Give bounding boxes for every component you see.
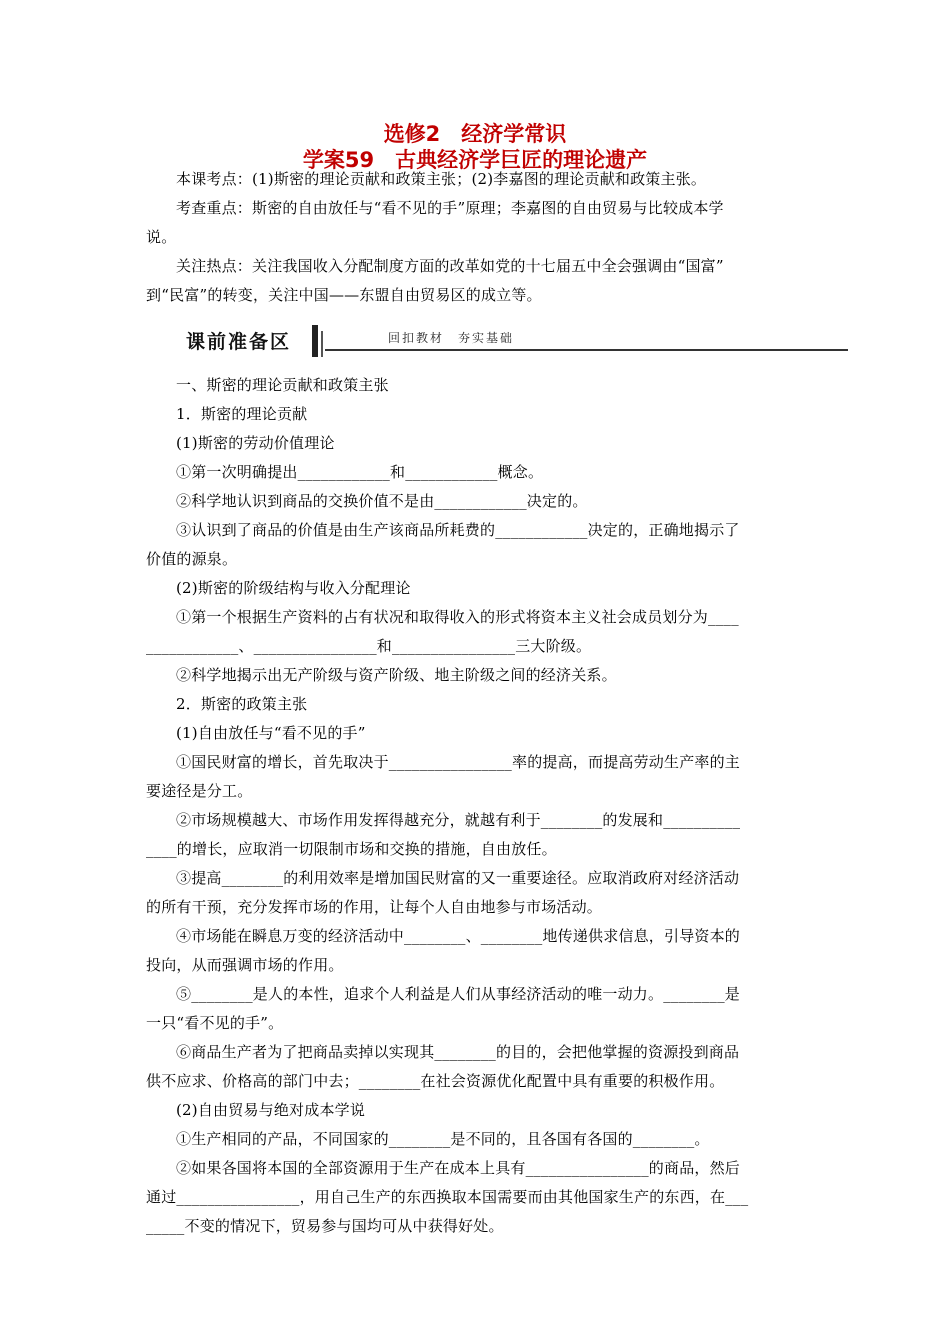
banner-label: 课前准备区 [186, 331, 292, 353]
text-line: 本课考点：(1)斯密的理论贡献和政策主张；(2)李嘉图的理论贡献和政策主张。 [176, 170, 707, 188]
text-line: ____________、________________和________________三大阶级。 [146, 637, 592, 655]
text-line: ③认识到了商品的价值是由生产该商品所耗费的____________决定的，正确地揭示了 [176, 521, 740, 539]
intro-section [146, 165, 836, 310]
text-line: ①第一次明确提出____________和____________概念。 [176, 463, 544, 481]
text-line: ⑤________是人的本性，追求个人利益是人们从事经济活动的唯一动力。________是 [176, 985, 741, 1003]
text-line: ③提高________的利用效率是增加国民财富的又一重要途径。应取消政府对经济活动 [176, 869, 740, 887]
text-line: (1)斯密的劳动价值理论 [176, 434, 335, 452]
banner-bar-thin [321, 331, 323, 357]
banner-subtitle: 回扣教材 夯实基础 [388, 331, 515, 345]
text-line: 说。 [146, 228, 177, 246]
text-line: ____的增长，应取消一切限制市场和交换的措施，自由放任。 [146, 840, 557, 858]
text-line: 要途径是分工。 [146, 782, 253, 800]
text-line: ②市场规模越大、市场作用发挥得越充分，就越有利于________的发展和__________ [176, 811, 741, 829]
text-line: 到“民富”的转变，关注中国——东盟自由贸易区的成立等。 [146, 286, 542, 304]
text-line: 一、斯密的理论贡献和政策主张 [176, 376, 389, 394]
text-line: ④市场能在瞬息万变的经济活动中________、________地传递供求信息，引导资本的 [176, 927, 741, 945]
text-line: 考查重点：斯密的自由放任与“看不见的手”原理；李嘉图的自由贸易与比较成本学 [176, 199, 724, 217]
section-banner [180, 323, 848, 359]
text-line: 关注热点：关注我国收入分配制度方面的改革如党的十七届五中全会强调由“国富” [176, 257, 724, 275]
text-line: 投向，从而强调市场的作用。 [146, 956, 344, 974]
text-line: ②如果各国将本国的全部资源用于生产在成本上具有________________的商品，然后 [176, 1159, 741, 1177]
text-line: 2．斯密的政策主张 [176, 695, 308, 713]
text-line: 的所有干预，充分发挥市场的作用，让每个人自由地参与市场活动。 [146, 898, 603, 916]
text-line: ②科学地揭示出无产阶级与资产阶级、地主阶级之间的经济关系。 [176, 666, 617, 684]
text-line: 通过________________，用自己生产的东西换取本国需要而由其他国家生产的东西，在___ [146, 1188, 749, 1206]
text-line: ①第一个根据生产资料的占有状况和取得收入的形式将资本主义社会成员划分为____ [176, 608, 739, 626]
body-section [146, 371, 836, 1241]
text-line: (1)自由放任与“看不见的手” [176, 724, 366, 742]
text-line: 价值的源泉。 [146, 550, 238, 568]
banner-rule [325, 349, 848, 351]
text-line: (2)斯密的阶级结构与收入分配理论 [176, 579, 411, 597]
text-line: 一只“看不见的手”。 [146, 1014, 284, 1032]
text-line: ⑥商品生产者为了把商品卖掉以实现其________的目的，会把他掌握的资源投到商品 [176, 1043, 740, 1061]
text-line: ①国民财富的增长，首先取决于________________率的提高，而提高劳动生产率的主 [176, 753, 741, 771]
text-line: ②科学地认识到商品的交换价值不是由____________决定的。 [176, 492, 588, 510]
text-line: ①生产相同的产品，不同国家的________是不同的，且各国有各国的________。 [176, 1130, 710, 1148]
text-line: 供不应求、价格高的部门中去；________在社会资源优化配置中具有重要的积极作用。 [146, 1072, 725, 1090]
document-title: 选修2 经济学常识 [383, 122, 567, 146]
document-subtitle: 学案59 古典经济学巨匠的理论遗产 [302, 148, 648, 172]
text-line: 1．斯密的理论贡献 [176, 405, 308, 423]
banner-bar [312, 325, 318, 357]
text-line: (2)自由贸易与绝对成本学说 [176, 1101, 366, 1119]
text-line: _____不变的情况下，贸易参与国均可从中获得好处。 [146, 1217, 504, 1235]
